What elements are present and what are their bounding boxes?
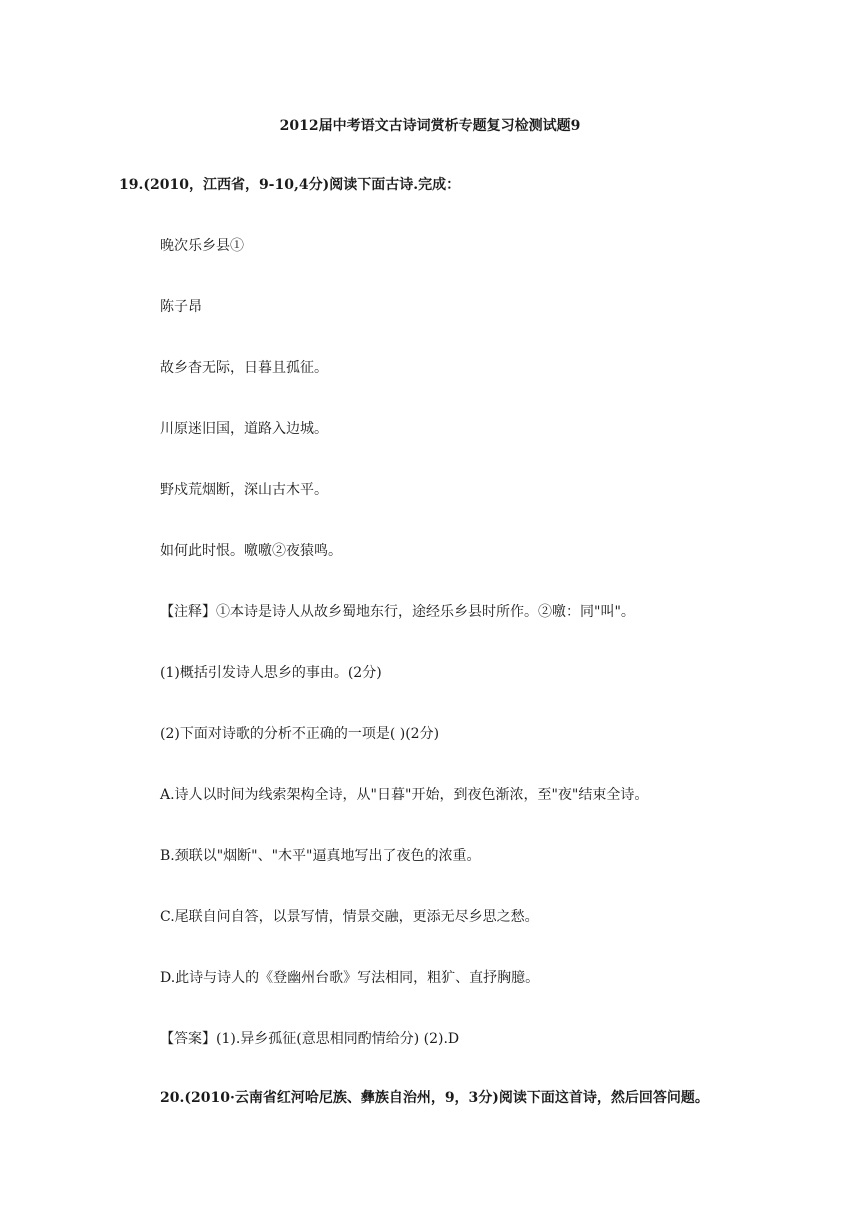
poem-line-3: 野戍荒烟断，深山古木平。 — [160, 482, 328, 498]
sub-question-1: (1)概括引发诗人思乡的事由。(2分) — [160, 665, 382, 681]
option-b: B.颈联以"烟断"、"木平"逼真地写出了夜色的浓重。 — [160, 848, 481, 864]
question-20-header: 20.(2010·云南省红河哈尼族、彝族自治州，9，3分)阅读下面这首诗，然后回答问题。 — [160, 1090, 709, 1106]
option-a: A.诗人以时间为线索架构全诗，从"日暮"开始，到夜色渐浓，至"夜"结束全诗。 — [160, 787, 649, 803]
sub-question-2: (2)下面对诗歌的分析不正确的一项是( )(2分) — [160, 726, 440, 742]
question-19-header: 19.(2010，江西省，9-10,4分)阅读下面古诗.完成： — [119, 177, 461, 193]
poem-note: 【注释】①本诗是诗人从故乡蜀地东行，途经乐乡县时所作。②噭：同"叫"。 — [160, 604, 635, 620]
poem-line-4: 如何此时恨。噭噭②夜猿鸣。 — [160, 543, 342, 559]
poem-author: 陈子昂 — [160, 299, 202, 315]
poem-title: 晚次乐乡县① — [160, 238, 244, 254]
poem-line-1: 故乡杳无际，日暮且孤征。 — [160, 360, 328, 376]
option-c: C.尾联自问自答，以景写情，情景交融，更添无尽乡思之愁。 — [160, 909, 539, 925]
answer: 【答案】(1).异乡孤征(意思相同酌情给分) (2).D — [160, 1031, 460, 1047]
poem-line-2: 川原迷旧国，道路入边城。 — [160, 421, 328, 437]
document-title: 2012届中考语文古诗词赏析专题复习检测试题9 — [279, 118, 581, 134]
option-d: D.此诗与诗人的《登幽州台歌》写法相同，粗犷、直抒胸臆。 — [160, 970, 540, 986]
